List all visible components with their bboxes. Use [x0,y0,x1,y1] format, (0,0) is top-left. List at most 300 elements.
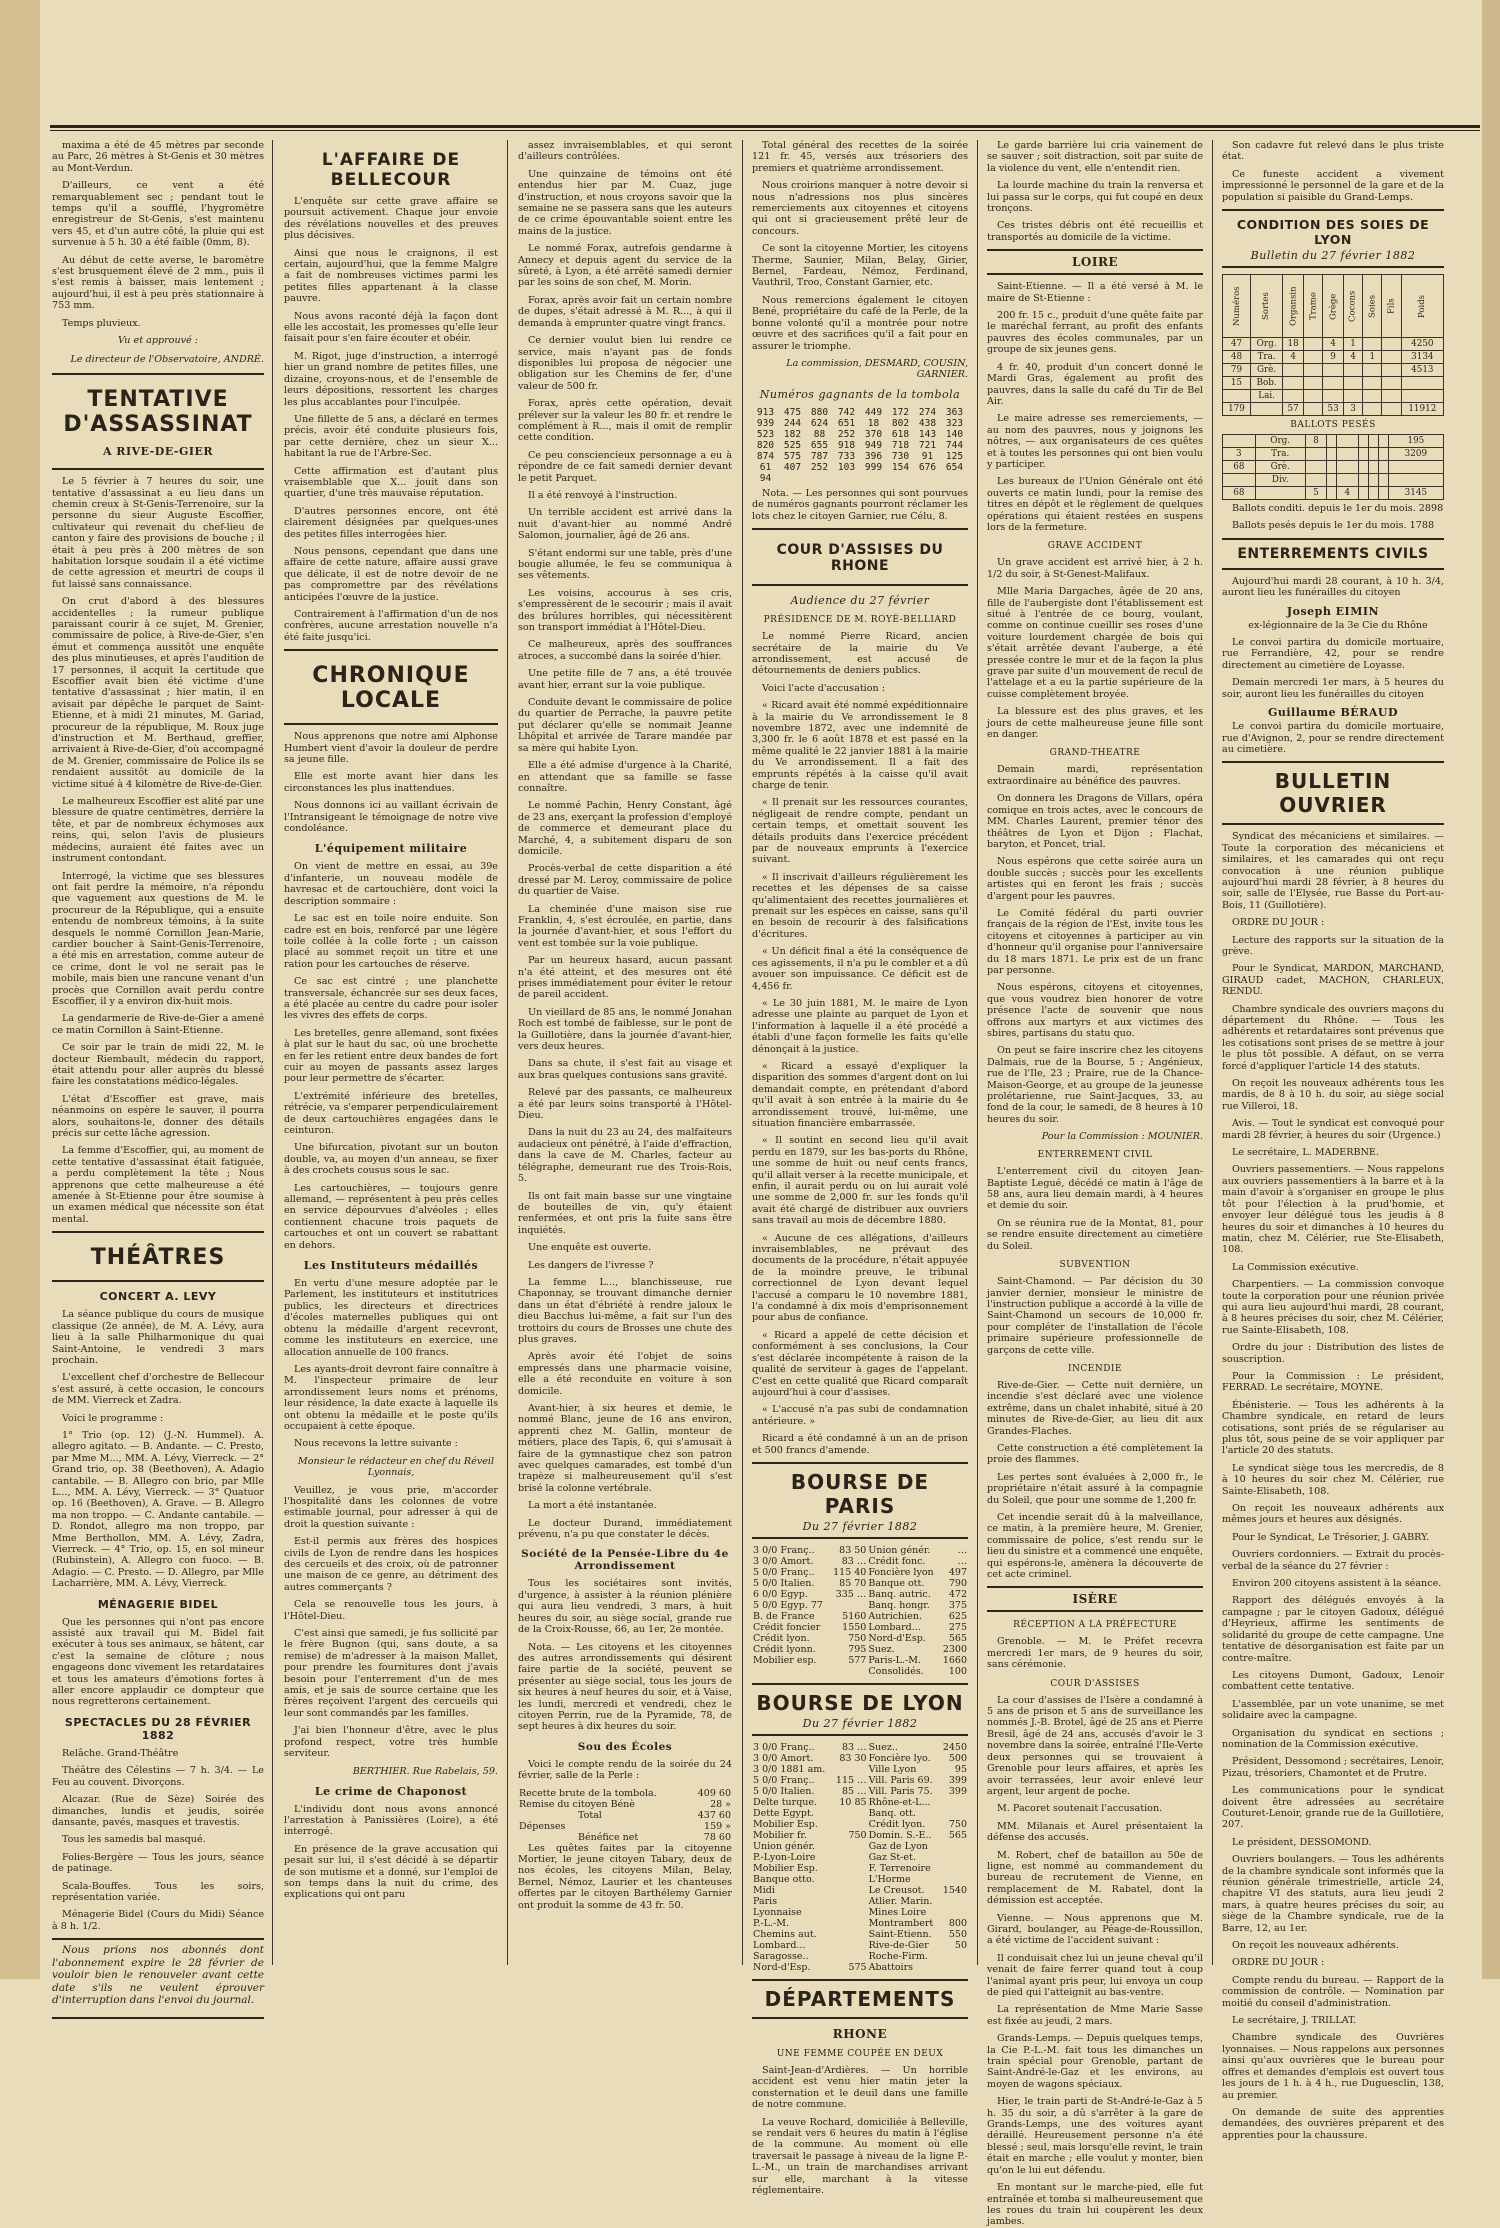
table-cell [1368,461,1378,474]
paragraph: L'enterrement civil du citoyen Jean-Baptiste Legué, décédé ce matin à l'âge de 58 ans, aura lieu demain mardi, à 4 heures et demie du soir. [987,1166,1203,1212]
table-cell: Union génér. [753,1840,815,1852]
paragraph: Ouvriers cordonniers. — Extrait du procès-verbal de la séance du 27 février : [1222,1549,1444,1572]
table-cell [752,1666,829,1677]
column-1 [52,140,264,2007]
table-cell: Bob. [1250,377,1282,390]
article-subtitle: Audience du 27 février [790,594,930,608]
table-cell: 654 [945,461,964,473]
column-6 [1222,140,1444,2141]
table-cell: Nord-d'Esp. [753,1961,811,1973]
table-cell: 1 [1343,338,1362,351]
paragraph: L'individu dont nous avons annoncé l'arrestation à Panissières (Loire), a été interrogé. [284,1803,498,1838]
table-cell [940,1797,968,1808]
article-title: Le crime de Chaponost [314,1784,468,1798]
table-row [752,473,968,484]
paragraph: La veuve Rochard, domiciliée à Belleville, se rendait vers 6 heures du matin à l'église de la commune. Au moment où elle traversait le passage à niveau de la ligne P.-L.-M., un train de marchandises arrivant sur elle, marchant à la vitesse réglementaire. [752,2116,968,2196]
paragraph: On donnera les Dragons de Villars, opéra comique en trois actes, avec le concours de MM. Charles Laurent, premier ténor des théâtres de Lyon et Dijon ; Flachat, baryton, et Poncet, trial. [987,793,1203,850]
paragraph: Ces tristes débris ont été recueillis et transportés au domicile de la victime. [987,220,1203,243]
paragraph: « Un déficit final a été la conséquence de ces agissements, il n'a pu le combler et a dû avouer son impuissance. Ce déficit est de 4,456 fr. [752,946,968,992]
paragraph: La blessure est des plus graves, et les jours de cette malheureuse jeune fille sont en danger. [987,706,1203,741]
table-row [752,1951,968,1962]
table-cell: 3 0/0 Franç.. [753,1544,815,1556]
paragraph: L'état d'Escoffier est grave, mais néanmoins on espère le sauver, il pourra alors, souhaitons-le, donner des détails précis sur cette lâche agression. [52,1093,264,1140]
paragraph: Monsieur le rédacteur en chef du Réveil Lyonnais, [297,1455,495,1479]
table-cell: 472 [948,1588,967,1600]
paragraph: Chambre syndicale des ouvriers maçons du département du Rhône. — Tous les adhérents et retardataires sont prévenus que les cotisations sont prises de se mettre à jour le plus tôt possible. A défaut, on se verra forcé d'appliquer l'article 14 des statuts. [1222,1003,1444,1072]
table-cell: 744 [945,439,964,451]
table-cell: Grè. [1250,364,1282,377]
paragraph: Ouvriers passementiers. — Nous rappelons aux ouvriers passementiers à la barre et à la main d'avoir à s'organiser en groupe le plus tôt pour l'élection à la prud'homie, et envoyer leur délégué tous les jeudis à 8 heures du soir et dimanches à 10 heures du matin, chez M. Célérier, rue Ste-Elisabeth, 108. [1222,1164,1444,1256]
table-cell: Paris-L.-M. [868,1654,921,1666]
table-cell [1283,390,1304,403]
table-cell: 718 [891,439,910,451]
table-cell [1358,435,1368,448]
paragraph: Le malheureux Escoffier est alité par une blessure de quatre centimètres, derrière la tête, et par de nombreux échymoses aux reins, qui, selon l'avis de plusieurs médecins, auraient été faites avec un instrument contondant. [52,796,264,865]
table-row [1223,364,1444,377]
table-cell: Total [578,1809,602,1821]
table-cell: Banq. autric. [868,1588,931,1600]
paragraph: Par un heureux hasard, aucun passant n'a été atteint, et des mesures ont été prises immédiatement pour éviter le retour de pareil accident. [518,955,732,1001]
paragraph: Charpentiers. — La commission convoque toute la corporation pour une réunion privée qui aura lieu aujourd'hui mardi, 28 courant, à 8 heures précises du soir, chez M. Célérier, rue Sainte-Elisabeth, 108. [1222,1279,1444,1336]
section-header [752,1462,968,1539]
table-cell [1323,390,1344,403]
paragraph: Ce sac est cintré ; une planchette transversale, échancrée sur ses deux faces, a été placée au centre du cadre pour isoler les vivres des effets de corps. [284,976,498,1022]
table-cell: Le Creusot. [868,1884,925,1896]
table-cell [941,473,968,484]
table-cell: 820 [756,439,775,451]
paragraph: La cour d'assises de l'Isère a condamné à 5 ans de prison et 5 ans de surveillance les nommés J.-B. Brotel, âgé de 25 ans et Pierre Bresil, âgé de 24 ans, accusés d'avoir le 3 novembre dans la soirée, entraîné l'Ile-Verte deux personnes qui se trouvaient à Grenoble pour leurs affaires, et après les avoir terrassées, leur avoir enlevé leur argent, leur argent de poche. [987,1694,1203,1797]
table-cell: 79 [1223,364,1251,377]
table-header-row [1223,275,1444,338]
table-cell: 57 [1283,403,1304,416]
table-cell: Mobilier esp. [753,1654,817,1666]
paragraph: ORDRE DU JOUR : [1232,1957,1325,1969]
paragraph: Une fillette de 5 ans, a déclaré en termes précis, avoir été conduite plusieurs fois, par cette dernière, chez un sieur X... habitant la rue de l'Arbre-Sec. [284,413,498,460]
table-header-cell: Sortes [1250,275,1282,338]
table-cell [1337,474,1358,487]
table-cell [940,1874,968,1885]
table-row [752,1885,968,1896]
paragraph: M. Pacoret soutenait l'accusation. [997,1803,1163,1815]
article-title: INCENDIE [1067,1363,1123,1374]
paragraph: Tous les samedis bal masqué. [62,1834,206,1846]
paragraph: « Ricard avait été nommé expéditionnaire à la mairie du Ve arrondissement le 8 novembre 1872, avec une indemnité de 3,300 fr. le 6 août 1878 et est passé en la même qualité le 22 janvier 1881 à la mairie du Ve arrondissement. Il a fait des emprunts répétés à la caisse qu'il avait charge de tenir. [752,700,968,791]
table-cell [1368,474,1378,487]
table-cell [1358,461,1368,474]
table-cell: 3209 [1388,448,1443,461]
section-title: CONDITION DES SOIES DE LYON [1236,217,1430,248]
table-row [752,1644,968,1655]
subscription-notice [52,1938,264,2019]
table-cell [1382,351,1401,364]
paragraph: Demain mercredi 1er mars, à 5 heures du soir, auront lieu les funérailles du citoyen [1222,677,1444,700]
paragraph: Au début de cette averse, le baromètre s'est brusquement élevé de 2 mm., puis il s'est remis à baisser, mais lentement ; aujourd'hui, il est à peu près stationnaire à 753 mm. [52,254,264,312]
column-3 [518,140,732,1965]
table-cell: 83 … [841,1741,867,1753]
paragraph: La gendarmerie de Rive-de-Gier a amené ce matin Cornillon à Saint-Etienne. [52,1013,264,1036]
table-row [752,1841,968,1852]
table-cell: 91 [921,450,934,462]
paragraph: Ricard a été condamné à un an de prison et 500 francs d'amende. [752,1433,968,1456]
column-divider [507,140,508,1965]
table-row [752,1874,968,1885]
table-cell: Foncière lyon [868,1566,934,1578]
paragraph: Grenoble. — M. le Préfet recevra mercredi 1er mars, de 9 heures du soir, sans cérémonie. [987,1636,1203,1671]
table-cell: Div. [1255,474,1305,487]
paragraph: Grands-Lemps. — Depuis quelques temps, la Cie P.-L.-M. fait tous les dimanches un train spécial pour Grenoble, partant de Saint-André-le-Gaz et les environs, au moyen de wagons spéciaux. [987,2033,1203,2090]
table-cell: 53 [1323,403,1344,416]
column-divider [977,140,978,1965]
table-cell [1323,364,1344,377]
table-cell: Lombard... [753,1939,806,1951]
table-cell: 11912 [1401,403,1443,416]
table-cell [832,1929,867,1940]
table-cell: … [957,1555,967,1567]
paragraph: L'excellent chef d'orchestre de Bellecour s'est assuré, à cette occasion, le concours de MM. Vierreck et Zadra. [52,1372,264,1407]
sou-table [518,1788,732,1843]
table-row [752,1753,968,1764]
table-cell: Tra. [1250,351,1282,364]
paragraph: Temps pluvieux. [62,317,141,329]
signature: Pour la Commission : MOUNIER. [1041,1131,1203,1143]
table-cell: Rive-de-Gier [868,1939,929,1951]
paragraph: « Il inscrivait d'ailleurs régulièrement les recettes et les dépenses de sa caisse qu'alimentaient des recettes journalières et prenait sur les espèces en caisse, sans qu'il en besoin de recourir à des falsifications d'écritures. [752,871,968,940]
section-title: THÉÂTRES [90,1245,226,1271]
table-row [752,1611,968,1622]
table-cell: Abattoirs [868,1961,913,1973]
paragraph: Forax, après avoir fait un certain nombre de dupes, s'était adressé à M. R..., à qui il demanda à emprunter quatre vingt francs. [518,294,732,329]
table-row [518,1810,732,1821]
article-title: COUR D'ASSISES [1050,1678,1140,1689]
paragraph: Ballots conditi. depuis le 1er du mois. 2898 [1232,503,1444,515]
table-cell: 787 [810,450,829,462]
table-cell: Montrambert [868,1917,934,1929]
table-cell [833,473,860,484]
paragraph: Organisation du syndicat en sections ; nomination de la Commission exécutive. [1222,1727,1444,1750]
article-title: L'équipement militaire [314,842,468,856]
paragraph: J'ai bien l'honneur d'être, avec le plus profond respect, votre très humble serviteur. [284,1725,498,1760]
table-cell: Chemins aut. [753,1928,817,1940]
table-cell [829,1600,867,1611]
table-cell: 437 60 [697,1809,731,1821]
table-cell: 48 [1223,351,1251,364]
table-cell: Dette Egypt. [753,1807,814,1819]
table-cell: 721 [918,439,937,451]
page-edge-right [1482,0,1500,1979]
section-header [752,1683,968,1736]
paragraph: On crut d'abord à des blessures accidentelles ; la rumeur publique paraissant courir à ce sujet, M. Grenier, commissaire de police, à Rive-de-Gier, s'en émut et commença aussitôt une enquête des plus minutieuses, et après l'audition de 17 personnes, il acquit la certitude que Escoffier avait bien été victime d'une tentative d'assassinat ; hier matin, il en avisait par dépêche le parquet de Saint-Etienne, et à midi 21 minutes, M. Gariad, procureur de la république, M. Roux juge d'instruction et M. Berthaud, greffier, arrivaient à Rive-de-Gier, d'où accompagné de M. Grenier, commissaire de Police ils se rendaient aussitôt au domicile de la victime situé à 4 kilomètre de Rive-de-Gier. [52,596,264,790]
table-cell: Foncière lyo. [868,1752,931,1764]
table-cell: Crédit fonc. [868,1555,926,1567]
table-cell: 83 50 [839,1544,867,1556]
table-cell [832,1819,867,1830]
paragraph: Ainsi que nous le craignons, il est certain, aujourd'hui, que la femme Malgre a fait de nombreuses victimes parmi les petites filles appartenant à la classe pauvre. [284,247,498,305]
paragraph: Les quêtes faites par la citoyenne Mortier, le jeune citoyen Tabary, deux de nos écoles, les citoyens Milan, Belay, Bernel, Némoz, Laurier et les chanteuses offertes par le citoyen Barthélemy Garnier ont produit la somme de 43 fr. 50. [518,1842,732,1911]
table-cell: Rhône-et-L... [868,1796,931,1808]
table-cell: 83 … [841,1555,867,1567]
table-row [1223,474,1444,487]
paragraph: Le docteur Durand, immédiatement prévenu, n'a pu que constater le décès. [518,1517,732,1541]
article-subtitle: A RIVE-DE-GIER [102,445,214,459]
table-row [752,1764,968,1775]
table-header-cell: Grège [1323,275,1344,338]
table-cell: 4513 [1401,364,1443,377]
table-cell: 396 [864,450,883,462]
table-cell: Grè. [1255,461,1305,474]
article-title: Sou des Écoles [577,1740,673,1753]
table-cell: Mines Loire [868,1906,927,1918]
table-cell: 3134 [1401,351,1443,364]
table-cell [940,1852,968,1863]
section-title: BOURSE DE PARIS [790,1469,930,1518]
table-cell [1368,487,1378,500]
paragraph: Nota. — Les personnes qui sont pourvues de numéros gagnants pourront réclamer les lots chez le citoyen Garnier, rue Célu, 8. [752,487,968,522]
table-cell: 3 0/0 Amort. [753,1555,814,1567]
table-cell [1223,390,1251,403]
paragraph: Les cartouchières, — toujours genre allemand, — représentent à peu près celles en service dépourvues d'alvéoles ; elles contiennent chacune trois paquets de cartouches et ont un couvert se rabattant en dehors. [284,1182,498,1251]
table-cell [806,473,833,484]
paragraph: On reçoit les nouveaux adhérents tous les mardis, de 8 à 10 h. du soir, au siège social rue Villeroi, 18. [1222,1078,1444,1112]
table-cell: 140 [945,428,964,440]
table-cell: 651 [837,417,856,429]
table-cell: 85 70 [839,1577,867,1589]
paragraph: Rapport des délégués envoyés à la campagne ; par le citoyen Gadoux, délégué d'Heyrieux, affirme les sentiments de solidarité du groupe de cette campagne. Une tentative de désorganisation est faite par un contre-maître. [1222,1595,1444,1664]
table-cell: 83 30 [839,1752,867,1764]
soies-table [1222,274,1444,416]
article-subtitle: UNE FEMME COUPÉE EN DEUX [776,2048,944,2059]
paragraph: Conduite devant le commissaire de police du quartier de Perrache, la pauvre petite put déclarer qu'elle se nommait Jeanne Lhôpital et arrivée de Tarare mandée par sa mère qui habite Lyon. [518,697,732,754]
paragraph: Le nommé Pierre Ricard, ancien secrétaire de la mairie du Ve arrondissement, est accusé de détournements de deniers publics. [752,631,968,677]
table-cell [1327,461,1337,474]
table-cell [1327,448,1337,461]
table-title: BALLOTS PESÉS [1290,420,1376,431]
paragraph: Ce funeste accident a vivement impressionné le personnel de la gare et de la population si paisible du Grand-Lemps. [1222,168,1444,203]
table-row [752,440,968,451]
section-date: Bulletin du 27 février 1882 [1250,249,1416,263]
table-cell: Ville Lyon [868,1763,917,1775]
table-cell: Org. [1250,338,1282,351]
table-cell: 195 [1388,435,1443,448]
table-cell [1304,377,1323,390]
table-cell [940,1962,968,1973]
table-cell: 750 [848,1829,867,1841]
table-cell [1358,448,1368,461]
table-cell [832,1940,867,1951]
section-title: BULLETIN OUVRIER [1274,769,1392,818]
table-cell: Crédit lyon. [753,1632,810,1644]
bourse-paris-table [752,1545,968,1677]
table-row [1223,461,1444,474]
table-cell: 733 [837,450,856,462]
article-title: SUBVENTION [1059,1260,1131,1271]
table-cell [1382,390,1401,403]
paragraph: ex-légionnaire de la 3e Cie du Rhône [1248,619,1428,631]
table-cell: 575 [848,1961,867,1973]
paragraph: Ballots pesés depuis le 1er du mois. 1788 [1232,520,1435,532]
paragraph: Ce malheureux, après des souffrances atroces, a succombé dans la soirée d'hier. [518,639,732,662]
table-cell: 252 [810,461,829,473]
paragraph: Les ayants-droit devront faire connaître à M. l'inspecteur primaire de leur arrondissement leurs noms et prénoms, leur résidence, la date exacte à laquelle ils ont obtenu la médaille et le poste qu'ils occupaient à cette époque. [284,1363,498,1432]
column-divider [272,140,273,1965]
paragraph: Elle est morte avant hier dans les circonstances les plus inattendues. [284,771,498,794]
table-cell: Remise du citoyen Bénè [519,1798,635,1810]
paragraph: En présence de la grave accusation qui pesait sur lui, il s'est décidé à se départir de son mutisme et a donné, sur l'emploi de son temps dans la nuit du crime, des explications qui ont paru [284,1843,498,1901]
table-cell: Gaz St-et. [868,1851,916,1863]
paragraph: Relâche. Grand-Théâtre [62,1747,179,1759]
table-cell: Roche-Firm. [868,1950,928,1962]
table-cell [1283,377,1304,390]
section-title: DÉPARTEMENTS [764,1986,956,2011]
table-row [752,1896,968,1907]
table-cell: Crédit foncier [753,1621,821,1633]
table-cell [860,473,887,484]
paragraph: Nous espérons, citoyens et citoyennes, que vous voudrez bien honorer de votre présence l'acte de souvenir que nous offrons aux martyrs et aux victimes des sbires, partisans du statu quo. [987,982,1203,1039]
table-cell: 918 [837,439,856,451]
table-cell: 3 [1223,448,1256,461]
paragraph: Alcazar. (Rue de Sèze) Soirée des dimanches, lundis et jeudis, soirée dansante, pavés, masques et travestis. [52,1794,264,1828]
table-cell: 625 [948,1610,967,1622]
table-cell [940,1907,968,1918]
table-cell: 375 [948,1599,967,1611]
table-row [752,1863,968,1874]
table-cell [1363,390,1382,403]
table-cell: 999 [864,461,883,473]
paragraph: Un grave accident est arrivé hier, à 2 h. 1/2 du soir, à St-Genest-Malifaux. [987,557,1203,580]
table-cell: L'Horme [868,1873,911,1885]
table-row [518,1799,732,1810]
paragraph: Après avoir été l'objet de soins empressés dans une pharmacie voisine, elle a été reconduite en voiture à son domicile. [518,1351,732,1397]
article-title: Les Instituteurs médaillés [303,1259,479,1273]
table-cell [1382,338,1401,351]
table-cell [1337,448,1358,461]
table-cell: 1550 [842,1621,867,1633]
paragraph: Une enquête est ouverte. [528,1242,652,1254]
table-cell: Recette brute de la tombola. [519,1787,657,1799]
paragraph: Saint-Etienne. — Il a été versé à M. le maire de St-Etienne : [987,281,1203,304]
article-title: ENTERREMENT CIVIL [1037,1150,1153,1161]
table-cell: Dépenses [519,1820,566,1832]
table-cell: 399 [948,1774,967,1786]
table-cell: Midi [753,1884,775,1896]
paragraph: Ordre du jour : Distribution des listes de souscription. [1222,1342,1444,1365]
table-cell: Atlier. Marin. [868,1895,933,1907]
table-cell [1223,435,1256,448]
table-cell: Domin. S.-E.. [868,1829,932,1841]
table-cell: 742 [837,406,856,418]
table-cell [1305,448,1326,461]
section-title: COUR D'ASSISES DU RHONE [776,542,944,575]
paragraph: Ménagerie Bidel (Cours du Midi) Séance à 8 h. 1/2. [52,1909,264,1932]
table-cell: 179 [1223,403,1251,416]
table-cell: 143 [918,428,937,440]
table-cell: 9 [1323,351,1344,364]
section-title: ENTERREMENTS CIVILS [1237,545,1429,562]
paragraph: Le syndicat siège tous les mercredis, de 8 à 10 heures du soir chez M. Célérier, rue Sainte-Elisabeth, 108. [1222,1462,1444,1497]
table-cell: Saint-Etienn. [868,1928,932,1940]
paragraph: Chambre syndicale des Ouvrières lyonnaises. — Nous rappelons aux personnes ainsi qu'aux ouvrières que le bureau pour offres et demandes d'emplois est ouvert tous les jours de 1 h. à 4 h., rue Duguesclin, 138, au premier. [1222,2032,1444,2101]
notice-text: Nous prions nos abonnés dont l'abonnement expire le 28 février de vouloir bien le renouveler avant cette date s'ils ne veulent éprouver d'interruption dans l'envoi du journal. [52,1944,264,2007]
table-title: Numéros gagnants de la tombola [759,387,961,401]
paragraph: L'assemblée, par un vote unanime, se met solidaire avec la campagne. [1222,1698,1444,1722]
table-cell: 565 [948,1829,967,1841]
table-cell [832,1896,867,1907]
table-row [752,1852,968,1863]
table-cell: … [957,1544,967,1556]
table-cell [1250,403,1282,416]
section-header [752,1979,968,2019]
table-cell: 363 [945,406,964,418]
table-cell [832,1918,867,1929]
paragraph: Le secrétaire, J. TRILLAT. [1232,2015,1357,2027]
paragraph: Compte rendu du bureau. — Rapport de la commission de contrôle. — Nomination par moitié du conseil d'administration. [1222,1974,1444,2009]
table-cell [940,1808,968,1819]
section-header [1222,538,1444,570]
table-cell: 624 [810,417,829,429]
table-cell: 407 [783,461,802,473]
table-cell: 5160 [842,1610,867,1622]
paragraph: Nous recevons la lettre suivante : [294,1438,458,1450]
table-cell [1363,338,1382,351]
paragraph: Que les personnes qui n'ont pas encore assisté aux travail qui M. Bidel fait exécuter à tous ses animaux, se hâtent, car c'est la semaine de clôture ; nous engageons donc vivement les retardataires et tous les amateurs d'émotions fortes à aller encore applaudir ce dompteur que nous regretterons certainement. [52,1616,264,1708]
table-row [752,1830,968,1841]
paragraph: Rive-de-Gier. — Cette nuit dernière, un incendie s'est déclaré avec une violence extrême, dans un chalet inhabité, situé à 20 minutes de Rive-de-Gier, au lieu dit aux Grandes-Flaches. [987,1379,1203,1437]
region-header [987,1586,1203,1612]
paragraph: Hier, le train parti de St-André-le-Gaz à 5 h. 35 du soir, a dû s'arrêter à la gare de Grands-Lemps, une des voitures ayant déraillé. Heureusement personne n'a été blessé ; seul, mais lorsqu'elle revint, le train était en marche ; elle voulut y monter, bien qu'on le lui eut défendu. [987,2096,1203,2176]
region-title: ISÈRE [1072,1592,1118,1607]
table-cell: Bénéfice net [578,1831,639,1843]
table-cell: Banq. ott. [868,1807,916,1819]
table-cell [1363,377,1382,390]
table-cell: 750 [948,1818,967,1830]
table-row [752,1786,968,1797]
paragraph: En montant sur le marche-pied, elle fut entraînée et tomba si malheureusement que les roues du train lui coupèrent les deux jambes. [987,2182,1203,2228]
table-cell [1388,474,1443,487]
table-cell [1283,364,1304,377]
table-cell: Union génér. [868,1544,931,1556]
table-cell [1305,461,1326,474]
table-cell: 50 [954,1939,967,1951]
article-title: MÉNAGERIE BIDEL [97,1597,219,1611]
paragraph: Total général des recettes de la soirée 121 fr. 45, versés aux trésoriers des premiers et quatrième arrondissement. [752,140,968,174]
table-cell [940,1896,968,1907]
paragraph: Le président, DESSOMOND. [1232,1836,1372,1848]
table-row [752,1589,968,1600]
table-cell: Delte turque. [753,1796,818,1808]
signature: BERTHIER. Rue Rabelais, 59. [352,1765,498,1777]
page-edge-left [0,0,40,1979]
table-cell: 4 [1337,487,1358,500]
table-cell: 182 [783,428,802,440]
paragraph: Mlle Maria Dargaches, âgée de 20 ans, fille de l'aubergiste dont l'établissement est situé à l'entrée de ce bourg, voulant, comme on continue cueillir ses roses d'une voiture lourdement chargée de bois qui s'était arrêtée devant l'auberge, a été pressée contre le mur et de la façon la plus grave par suite d'un mouvement de recul de l'attelage et a eu la partie supérieure de la cuisse complètement broyée. [987,586,1203,700]
paragraph: On reçoit les nouveaux adhérents aux mêmes jours et heures aux désignés. [1222,1503,1444,1526]
table-cell: 500 [948,1752,967,1764]
table-cell: 103 [837,461,856,473]
table-cell: Mobilier Esp. [753,1862,818,1874]
paragraph: La lourde machine du train la renversa et lui passa sur le corps, qui fut coupé en deux tronçons. [987,180,1203,215]
paragraph: Forax, après cette opération, devait prélever sur la valeur les 80 fr. et rendre le complément à R..., mais il omit de remplir cette condition. [518,398,732,444]
table-cell [1378,448,1388,461]
table-row [752,1819,968,1830]
paragraph: On demande de suite des apprenties demandées, des ouvrières préparent et des apprenties pour la chaussure. [1222,2106,1444,2141]
table-cell [1304,403,1323,416]
table-row [752,1929,968,1940]
table-cell: Gaz de Lyon [868,1840,928,1852]
paragraph: Procès-verbal de cette disparition a été dressé par M. Leroy, commissaire de police du quartier de Vaise. [518,863,732,898]
table-cell: 1540 [942,1884,967,1896]
tombola-table [752,407,968,484]
section-header [752,528,968,586]
paragraph: Une quinzaine de témoins ont été entendus hier par M. Cuaz, juge d'instruction, et nous croyons savoir que la semaine ne se passera sans que les auteurs de ce crime épouvantable soient entre les mains de la justice. [518,168,732,237]
